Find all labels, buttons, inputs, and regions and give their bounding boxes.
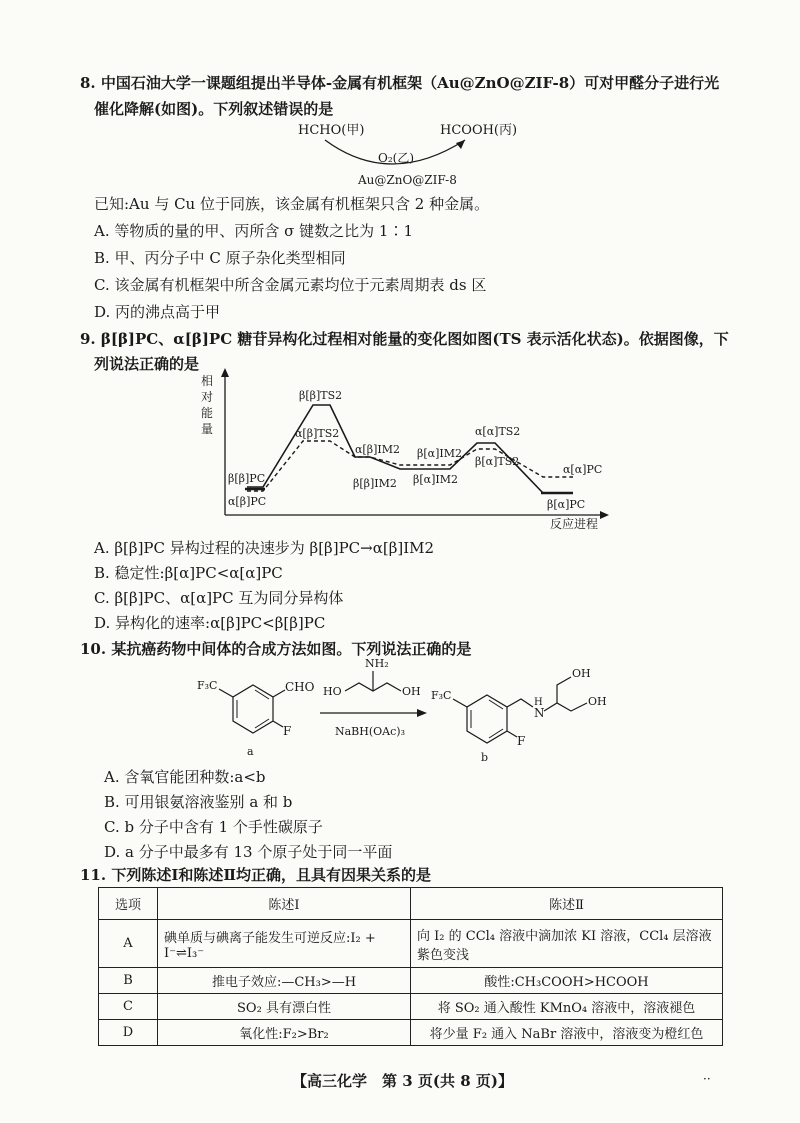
- table-cell-option: D: [99, 1020, 158, 1046]
- q9-label-alpha-im2-2: β[α]IM2: [417, 447, 462, 460]
- q10-b-oh-right: OH: [588, 695, 607, 708]
- q9-stem-line2: 列说法正确的是: [94, 355, 200, 373]
- q9-ylabel-3: 能: [201, 406, 214, 420]
- q10-b-cf3: F₃C: [431, 689, 452, 702]
- q9-ylabel-4: 量: [201, 422, 214, 436]
- q10-b-ring-double2: [489, 700, 503, 709]
- q10-arrowhead: [417, 709, 427, 717]
- table-cell-option: A: [99, 920, 158, 968]
- q9-label-beta-ts2-2: β[α]TS2: [475, 455, 520, 468]
- q10-b-nh: H: [534, 697, 543, 708]
- q8-option-c: C. 该金属有机框架中所含金属元素均位于元素周期表 ds 区: [94, 276, 487, 294]
- q9-option-b: B. 稳定性:β[α]PC<α[α]PC: [94, 564, 283, 582]
- q8-catalyst: Au@ZnO@ZIF-8: [358, 173, 457, 187]
- table-header-row: [99, 888, 723, 920]
- q9-label-beta-im2-1: β[β]IM2: [353, 477, 397, 490]
- q10-b-chain: [507, 699, 533, 707]
- q10-a-ring: [233, 685, 273, 733]
- q10-b-bond-f: [507, 731, 517, 737]
- table-cell-statement1: 氧化性:F₂>Br₂: [158, 1020, 411, 1046]
- q10-option-c: C. b 分子中含有 1 个手性碳原子: [104, 818, 323, 836]
- q9-label-alpha-ts2: α[β]TS2: [295, 427, 340, 440]
- table-cell-statement1: SO₂ 具有漂白性: [158, 994, 411, 1020]
- q9-ylabel-1: 相: [201, 374, 214, 388]
- q9-solid-path: [247, 405, 570, 493]
- table-cell-statement2: 酸性:CH₃COOH>HCOOH: [411, 968, 723, 994]
- q9-label-alpha-pc-end: α[α]PC: [563, 463, 603, 476]
- q8-reagent: O₂(乙): [378, 151, 415, 165]
- q9-label-alpha-pc-start: α[β]PC: [228, 495, 267, 508]
- table-cell-statement1: 碘单质与碘离子能发生可逆反应:I₂ + I⁻⇌I₃⁻: [158, 920, 411, 968]
- q10-b-bond-cf3: [453, 699, 467, 707]
- table-header-statement2: 陈述Ⅱ: [411, 888, 723, 920]
- q10-b-n: N: [534, 706, 545, 720]
- q10-b-ring-double3: [489, 729, 503, 738]
- q9-option-a: A. β[β]PC 异构过程的决速步为 β[β]PC→α[β]IM2: [94, 539, 435, 557]
- q10-option-b: B. 可用银氨溶液鉴别 a 和 b: [104, 793, 293, 811]
- q10-b-up-chain: [557, 677, 571, 703]
- q8-product: HCOOH(丙): [440, 123, 518, 138]
- q10-reagent-nh2: NH₂: [365, 657, 389, 670]
- q10-b-side-chain: [544, 703, 587, 711]
- q10-synthesis-scheme: [195, 655, 625, 767]
- footer-dots: ··: [703, 1072, 711, 1086]
- q10-a-ring-double3: [255, 719, 269, 728]
- q10-b-label: b: [481, 751, 489, 764]
- q9-label-alpha-im2-1: α[β]IM2: [355, 443, 400, 456]
- table-cell-statement2: 将少量 F₂ 通入 NaBr 溶液中，溶液变为橙红色: [411, 1020, 723, 1046]
- q10-option-d: D. a 分子中最多有 13 个原子处于同一平面: [104, 843, 393, 861]
- q10-a-ring-double2: [255, 690, 269, 699]
- q9-ylabel-2: 对: [201, 390, 214, 404]
- q9-label-beta-pc: β[β]PC: [228, 472, 266, 485]
- table-header-option: 选项: [99, 888, 158, 920]
- q10-a-bond-cf3: [219, 689, 233, 697]
- q10-b-f: F: [517, 734, 526, 748]
- q11-table: [98, 887, 723, 1046]
- table-row: [99, 968, 723, 994]
- q8-arrowhead: [456, 140, 465, 149]
- q10-reagent-oh-left: HO: [323, 685, 342, 698]
- q10-b-oh-top: OH: [572, 667, 591, 680]
- q9-y-arrow: [221, 368, 229, 377]
- table-row: [99, 994, 723, 1020]
- q9-label-beta-pc-end: β[α]PC: [547, 498, 586, 511]
- q10-option-a: A. 含氧官能团种数:a<b: [104, 768, 266, 786]
- q9-option-c: C. β[β]PC、α[α]PC 互为同分异构体: [94, 589, 344, 607]
- table-cell-option: B: [99, 968, 158, 994]
- q9-label-beta-ts2: β[β]TS2: [299, 389, 343, 402]
- q10-b-ring: [467, 695, 507, 743]
- q9-xlabel: 反应进程: [550, 517, 599, 531]
- q10-stem: 10. 某抗癌药物中间体的合成方法如图。下列说法正确的是: [80, 640, 472, 658]
- table-cell-statement1: 推电子效应:—CH₃>—H: [158, 968, 411, 994]
- q9-option-d: D. 异构化的速率:α[β]PC<β[β]PC: [94, 614, 326, 632]
- q10-a-cf3: F₃C: [197, 679, 218, 692]
- q8-stem-line2: 催化降解(如图)。下列叙述错误的是: [94, 100, 334, 118]
- q10-reagent-condition: NaBH(OAc)₃: [335, 725, 405, 738]
- q8-option-d: D. 丙的沸点高于甲: [94, 303, 221, 321]
- q9-label-alpha-ts2-2: α[α]TS2: [475, 425, 521, 438]
- table-cell-statement2: 将 SO₂ 通入酸性 KMnO₄ 溶液中，溶液褪色: [411, 994, 723, 1020]
- q8-known: 已知:Au 与 Cu 位于同族，该金属有机框架只含 2 种金属。: [94, 195, 490, 213]
- table-cell-option: C: [99, 994, 158, 1020]
- q8-option-b: B. 甲、丙分子中 C 原子杂化类型相同: [94, 249, 346, 267]
- q9-dashed-path: [247, 441, 573, 491]
- q8-reactant: HCHO(甲): [298, 123, 365, 138]
- q11-stem: 11. 下列陈述Ⅰ和陈述Ⅱ均正确，且具有因果关系的是: [80, 866, 431, 884]
- q9-label-beta-im2-2: β[α]IM2: [413, 473, 458, 486]
- q8-option-a: A. 等物质的量的甲、丙所含 σ 键数之比为 1∶1: [94, 222, 414, 240]
- q10-a-bond-f: [273, 721, 283, 727]
- q10-a-cho: CHO: [285, 680, 315, 694]
- q8-reaction-diagram: [280, 118, 540, 190]
- table-cell-statement2: 向 I₂ 的 CCl₄ 溶液中滴加浓 KI 溶液，CCl₄ 层溶液紫色变浅: [411, 920, 723, 968]
- q10-a-f: F: [283, 724, 292, 738]
- q10-a-bond-cho: [273, 690, 285, 697]
- q9-energy-diagram: [195, 365, 615, 533]
- table-row: [99, 1020, 723, 1046]
- q10-reagent-oh-right: OH: [402, 685, 421, 698]
- table-header-statement1: 陈述Ⅰ: [158, 888, 411, 920]
- page-footer: 【高三化学 第 3 页(共 8 页)】: [292, 1072, 513, 1090]
- q9-x-arrow: [600, 511, 609, 519]
- q8-stem-line1: 8. 中国石油大学一课题组提出半导体-金属有机框架（Au@ZnO@ZIF-8）可对甲醛分子进行光: [80, 74, 720, 92]
- q10-a-label: a: [247, 745, 254, 758]
- table-row: [99, 920, 723, 968]
- q9-stem-line1: 9. β[β]PC、α[β]PC 糖苷异构化过程相对能量的变化图如图(TS 表示活化状态)。依据图像，下: [80, 330, 729, 348]
